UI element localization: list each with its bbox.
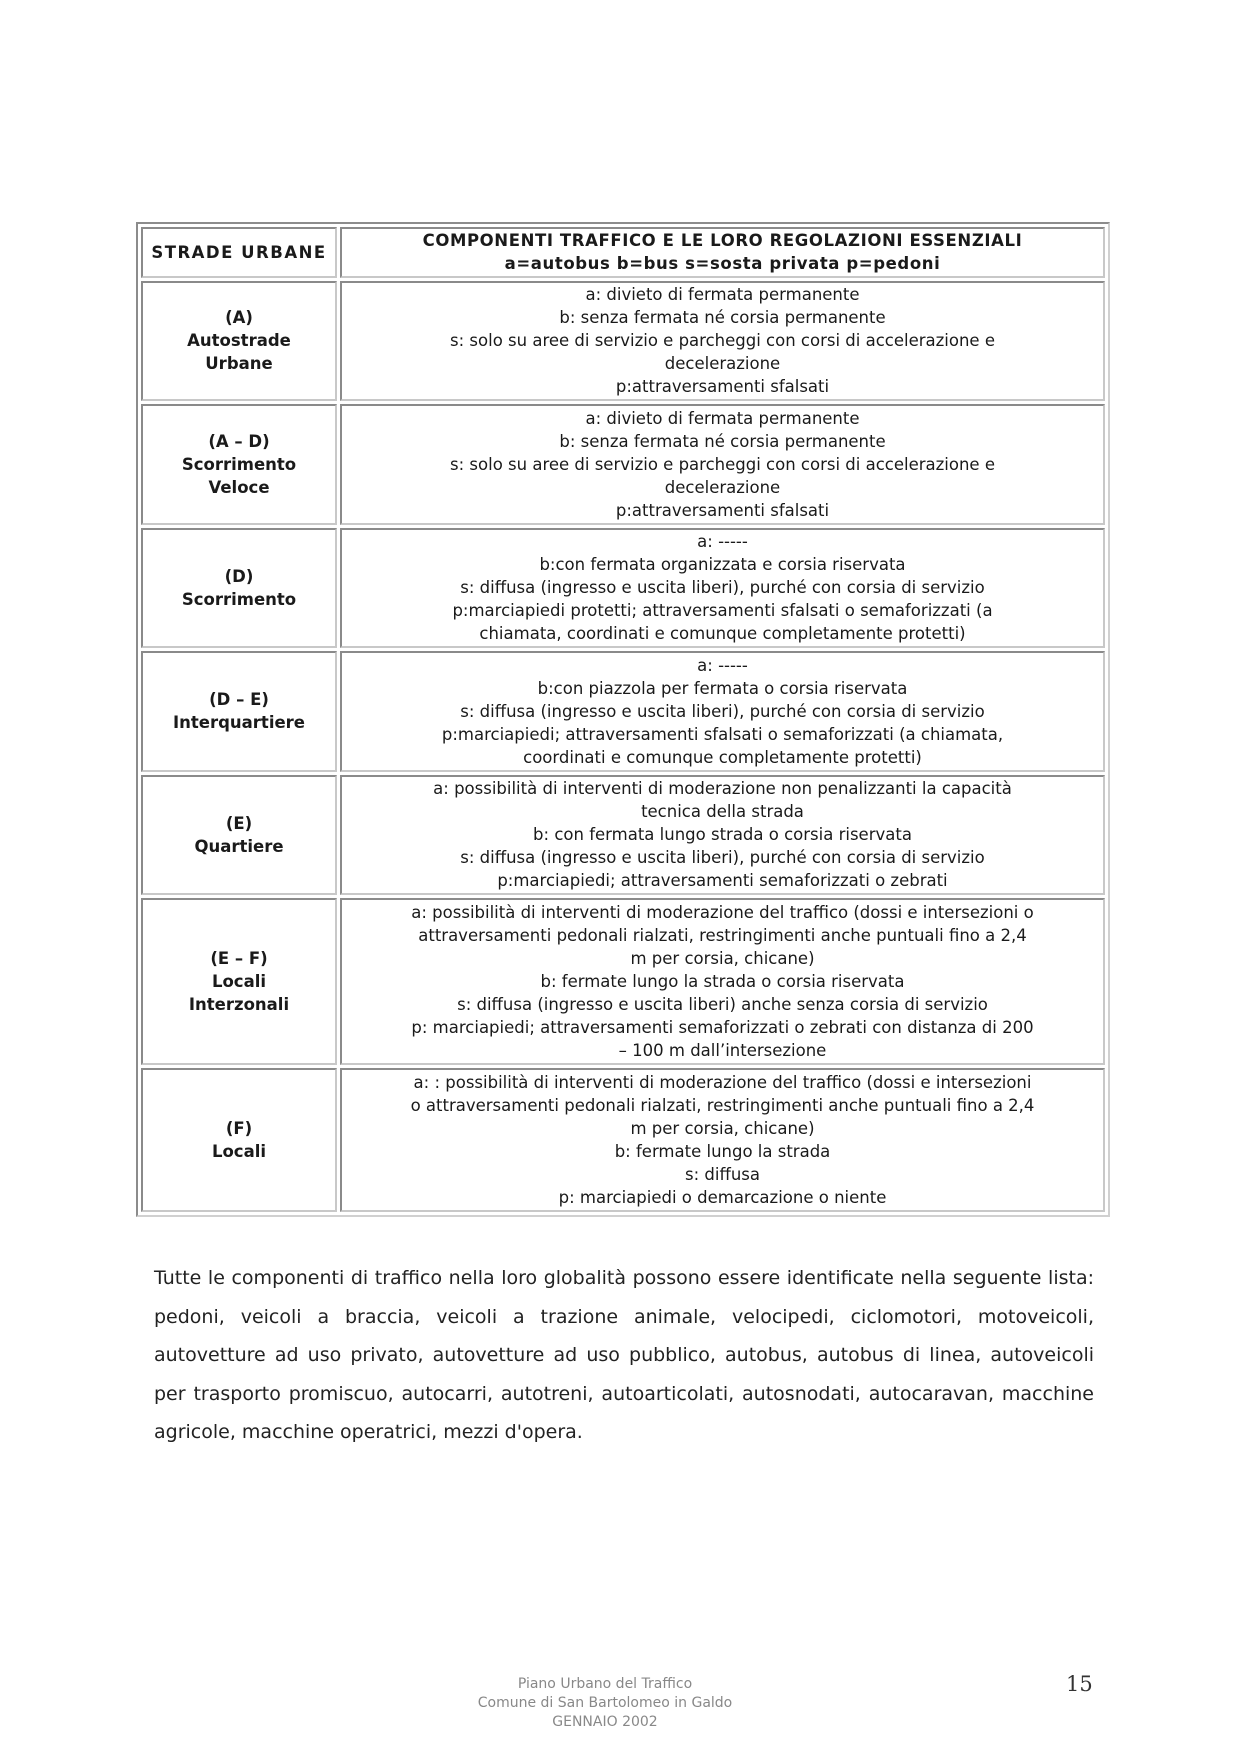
traffic-rule-line: p:marciapiedi protetti; attraversamenti sfalsati o semaforizzati (a (452, 601, 993, 621)
traffic-rules-cell (340, 775, 1105, 896)
traffic-rule-line: s: diffusa (ingresso e uscita liberi), purché con corsia di servizio (460, 578, 985, 598)
table-row (141, 651, 1105, 772)
traffic-rules-cell (340, 898, 1105, 1065)
header-title: COMPONENTI TRAFFICO E LE LORO REGOLAZIONI ESSENZIALI (422, 231, 1023, 251)
road-category-cell (141, 281, 337, 402)
header-componenti-traffico (340, 227, 1105, 278)
traffic-rule-line: p:marciapiedi; attraversamenti sfalsati o semaforizzati (a chiamata, (441, 724, 1004, 744)
traffic-rule-line: p:attraversamenti sfalsati (615, 500, 830, 520)
traffic-rule-line: chiamata, coordinati e comunque completamente protetti) (479, 624, 966, 644)
traffic-rule-line: s: diffusa (685, 1165, 760, 1185)
footer-municipality: Comune di San Bartolomeo in Galdo (477, 1695, 733, 1711)
traffic-rule-line: b: senza fermata né corsia permanente (559, 431, 886, 451)
road-category-line: (E – F) (210, 949, 268, 969)
traffic-rules-cell (340, 281, 1105, 402)
traffic-rule-line: tecnica della strada (641, 802, 804, 822)
road-category-line: Quartiere (194, 836, 284, 856)
road-category-line: Urbane (205, 354, 273, 374)
traffic-rule-line: p: marciapiedi o demarcazione o niente (558, 1188, 887, 1208)
road-category-line: Interquartiere (173, 713, 305, 733)
table-row (141, 775, 1105, 896)
header-legend: a=autobus b=bus s=sosta privata p=pedoni (504, 254, 941, 274)
traffic-rule-line: p: marciapiedi; attraversamenti semaforizzati o zebrati con distanza di 200 (411, 1018, 1034, 1038)
traffic-rule-line: a: : possibilità di interventi di moderazione del traffico (dossi e intersezioni (413, 1073, 1032, 1093)
traffic-rule-line: s: diffusa (ingresso e uscita liberi), purché con corsia di servizio (460, 701, 985, 721)
traffic-rule-line: o attraversamenti pedonali rialzati, restringimenti anche puntuali fino a 2,4 (410, 1096, 1035, 1116)
traffic-rule-line: m per corsia, chicane) (630, 1119, 815, 1139)
traffic-rule-line: coordinati e comunque completamente protetti) (523, 747, 922, 767)
traffic-rule-line: p:marciapiedi; attraversamenti semaforizzati o zebrati (497, 871, 948, 891)
road-category-line: (E) (225, 813, 253, 833)
table-row (141, 528, 1105, 649)
traffic-rule-line: – 100 m dall’intersezione (618, 1041, 827, 1061)
traffic-rules-cell (340, 651, 1105, 772)
road-category-line: Scorrimento (181, 589, 297, 609)
traffic-rule-line: s: solo su aree di servizio e parcheggi con corsi di accelerazione e (450, 454, 995, 474)
road-category-line: (D – E) (209, 690, 269, 710)
page-footer (400, 1675, 810, 1732)
table-row (141, 281, 1105, 402)
header-strade-urbane: STRADE URBANE (141, 227, 337, 278)
road-category-line: Interzonali (188, 995, 290, 1015)
traffic-rule-line: s: solo su aree di servizio e parcheggi con corsi di accelerazione e (450, 331, 995, 351)
traffic-rules-cell (340, 528, 1105, 649)
traffic-rule-line: decelerazione (664, 477, 781, 497)
page-number: 15 (1066, 1672, 1093, 1696)
table-row (141, 898, 1105, 1065)
traffic-rule-line: a: ----- (697, 532, 748, 552)
body-paragraph: Tutte le componenti di traffico nella loro globalità possono essere identificate nella seguente lista: pedoni, veicoli a braccia, veicoli a trazione animale, velocipedi, ciclomotori, motoveicoli, autovetture ad uso privato, autovetture ad uso pubblico, autobus, autobus di linea, autoveicoli per trasporto promiscuo, autocarri, autotreni, autoarticolati, autosnodati, autocaravan, macchine agricole, macchine operatrici, mezzi d'opera. (154, 1267, 1094, 1443)
traffic-rule-line: a: possibilità di interventi di moderazione non penalizzanti la capacità (433, 779, 1012, 799)
traffic-rule-line: decelerazione (664, 354, 781, 374)
traffic-rule-line: b: fermate lungo la strada o corsia riservata (540, 972, 905, 992)
road-category-line: (A) (225, 308, 253, 328)
table-row (141, 1068, 1105, 1212)
traffic-rule-line: s: diffusa (ingresso e uscita liberi) anche senza corsia di servizio (457, 995, 988, 1015)
road-category-cell (141, 528, 337, 649)
road-category-line: Scorrimento (181, 454, 297, 474)
table-header-row (141, 227, 1105, 278)
traffic-rule-line: b:con piazzola per fermata o corsia riservata (537, 678, 908, 698)
traffic-rule-line: a: divieto di fermata permanente (585, 408, 860, 428)
road-category-line: Locali (211, 1142, 267, 1162)
road-category-cell (141, 651, 337, 772)
traffic-rules-cell (340, 404, 1105, 525)
road-category-cell (141, 1068, 337, 1212)
traffic-rule-line: b: fermate lungo la strada (614, 1142, 831, 1162)
traffic-rule-line: a: possibilità di interventi di moderazione del traffico (dossi e intersezioni o (411, 903, 1034, 923)
road-category-line: (F) (225, 1119, 253, 1139)
footer-plan-title: Piano Urbano del Traffico (517, 1676, 693, 1692)
traffic-rules-cell (340, 1068, 1105, 1212)
footer-date: GENNAIO 2002 (552, 1714, 658, 1730)
traffic-rule-line: s: diffusa (ingresso e uscita liberi), purché con corsia di servizio (460, 848, 985, 868)
traffic-rule-line: a: ----- (697, 655, 748, 675)
road-classification-table (138, 224, 1108, 1215)
road-category-line: (A – D) (208, 431, 270, 451)
road-category-line: Autostrade (187, 331, 291, 351)
table-row (141, 404, 1105, 525)
traffic-rule-line: p:attraversamenti sfalsati (615, 377, 830, 397)
traffic-rule-line: m per corsia, chicane) (630, 949, 815, 969)
road-category-line: Locali (211, 972, 267, 992)
road-category-line: Veloce (208, 477, 270, 497)
road-category-cell (141, 898, 337, 1065)
traffic-rule-line: b: con fermata lungo strada o corsia riservata (533, 825, 912, 845)
traffic-rule-line: attraversamenti pedonali rialzati, restringimenti anche puntuali fino a 2,4 (418, 926, 1027, 946)
traffic-rule-line: a: divieto di fermata permanente (585, 285, 860, 305)
road-classification-table-frame (136, 222, 1110, 1217)
road-category-cell (141, 775, 337, 896)
road-category-cell (141, 404, 337, 525)
road-category-line: (D) (224, 566, 254, 586)
traffic-rule-line: b: senza fermata né corsia permanente (559, 308, 886, 328)
traffic-rule-line: b:con fermata organizzata e corsia riservata (539, 555, 906, 575)
